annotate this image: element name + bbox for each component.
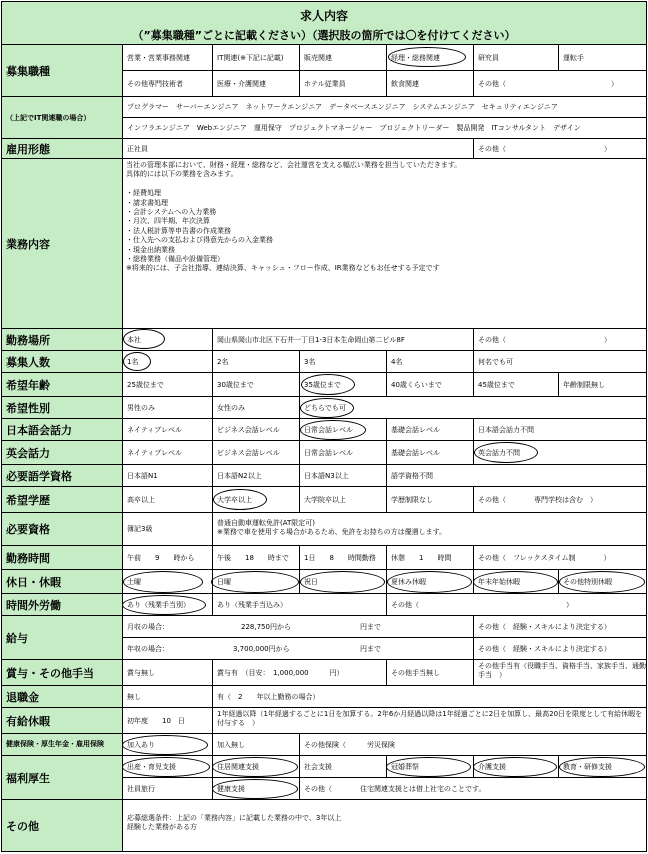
- option-no-bonus[interactable]: 賞与無し: [123, 660, 213, 686]
- option-jp-basic[interactable]: 基礎会話レベル: [387, 419, 474, 441]
- label-insurance: 健康保険・厚生年金・雇用保険: [2, 734, 123, 756]
- hours-end: 午後 18 時まで: [213, 546, 300, 570]
- option-sales[interactable]: 営業・営業事務関連: [123, 45, 213, 71]
- label-employment: 雇用形態: [2, 139, 123, 159]
- label-hours: 勤務時間: [2, 546, 123, 570]
- salary-annual-label: 年収の場合：: [123, 638, 213, 660]
- option-en-business[interactable]: ビジネス会話レベル: [213, 441, 300, 465]
- option-cert-none[interactable]: 語学資格不問: [387, 465, 646, 487]
- option-holiday[interactable]: 祝日: [300, 570, 387, 594]
- option-overtime-included[interactable]: あり（残業手当込み）: [213, 594, 387, 616]
- option-en-daily[interactable]: 日常会話レベル: [300, 441, 387, 465]
- option-bonus[interactable]: 賞与有 （目安： 1,000,000 円）: [213, 660, 387, 686]
- it-roles-line1[interactable]: プログラマー サーバーエンジニア ネットワークエンジニア データベースエンジニア システムエンジニア セキュリティエンジニア: [123, 97, 646, 118]
- option-headquarters[interactable]: 本社: [123, 329, 213, 351]
- option-female[interactable]: 女性のみ: [213, 397, 300, 419]
- label-retirement: 退職金: [2, 686, 123, 708]
- option-job-other[interactable]: その他（ ）: [474, 71, 646, 97]
- option-allowance[interactable]: その他手当有（役職手当、資格手当、家族手当、通勤手当 ）: [474, 660, 646, 686]
- salary-annual-other: その他（ 経験・スキルにより決定する）: [474, 638, 646, 660]
- option-welfare-other[interactable]: その他（ 住宅関連支援とは借上社宅のことです。: [300, 778, 646, 800]
- option-jp-native[interactable]: ネイティブレベル: [123, 419, 213, 441]
- option-en-basic[interactable]: 基礎会話レベル: [387, 441, 474, 465]
- label-location: 勤務場所: [2, 329, 123, 351]
- option-ceremony[interactable]: 冠婚葬祭: [387, 756, 474, 778]
- option-driver[interactable]: 運転手: [559, 45, 646, 71]
- option-special-leave[interactable]: その他特別休暇: [559, 570, 646, 594]
- option-edu-other[interactable]: その他（ 専門学校は含む ）: [474, 487, 646, 513]
- option-graduate[interactable]: 大学院卒以上: [300, 487, 387, 513]
- option-en-native[interactable]: ネイティブレベル: [123, 441, 213, 465]
- option-tech[interactable]: その他専門技術者: [123, 71, 213, 97]
- label-lang-cert: 必要語学資格: [2, 465, 123, 487]
- option-medical[interactable]: 医療・介護関連: [213, 71, 300, 97]
- other-text: 応募総選条件：上記の「業務内容」に記載した業務の中で、3年以上 経験した業務がある方: [127, 814, 342, 831]
- option-childcare[interactable]: 出産・育児支援: [123, 756, 213, 778]
- job-form: [1, 1, 647, 852]
- paid-leave-first-year: 初年度 10 日: [123, 708, 213, 734]
- label-paid-leave: 有給休暇: [2, 708, 123, 734]
- option-retail[interactable]: 販売関連: [300, 45, 387, 71]
- option-age-45[interactable]: 45歳位まで: [474, 373, 559, 397]
- label-salary: 給与: [2, 616, 123, 660]
- option-en-none[interactable]: 英会話力不問: [474, 441, 646, 465]
- option-overtime-separate[interactable]: あり（残業手当別）: [123, 594, 213, 616]
- option-location-other[interactable]: その他（ ）: [474, 329, 646, 351]
- hours-daily: 1日 8 時間勤務: [300, 546, 387, 570]
- label-it-type: （上記でIT関連職の場合）: [2, 97, 123, 139]
- option-jp-business[interactable]: ビジネス会話レベル: [213, 419, 300, 441]
- label-other: その他: [2, 800, 123, 851]
- option-either[interactable]: どちらでも可: [300, 397, 646, 419]
- option-no-retirement[interactable]: 無し: [123, 686, 213, 708]
- paid-leave-after: 1年経過以降（1年経過するごとに1日を加算する。2年6か月経過以降は1年経過ごとに2日を加算し、最高20日を限度として有給休暇を付与する ）: [213, 708, 646, 734]
- option-1[interactable]: 1名: [123, 351, 213, 373]
- option-n1[interactable]: 日本語N1: [123, 465, 213, 487]
- option-4[interactable]: 4名: [387, 351, 474, 373]
- label-duties: 業務内容: [2, 159, 123, 329]
- option-age-40[interactable]: 40歳くらいまで: [387, 373, 474, 397]
- label-gender: 希望性別: [2, 397, 123, 419]
- label-holidays: 休日・休暇: [2, 570, 123, 594]
- option-male[interactable]: 男性のみ: [123, 397, 213, 419]
- form-header: [2, 2, 646, 45]
- page-title: 求人内容: [299, 9, 348, 23]
- option-not-insured[interactable]: 加入無し: [213, 734, 300, 756]
- option-highschool[interactable]: 高卒以上: [123, 487, 213, 513]
- option-age-25[interactable]: 25歳位まで: [123, 373, 213, 397]
- option-researcher[interactable]: 研究員: [474, 45, 559, 71]
- salary-annual-to: 円まで: [300, 638, 474, 660]
- option-3[interactable]: 3名: [300, 351, 387, 373]
- option-education[interactable]: 教育・研修支援: [559, 756, 646, 778]
- option-accounting[interactable]: 経理・総務関連: [387, 45, 474, 71]
- option-edu-none[interactable]: 学歴制限なし: [387, 487, 474, 513]
- option-sunday[interactable]: 日曜: [213, 570, 300, 594]
- option-newyear[interactable]: 年末年始休暇: [474, 570, 559, 594]
- qualification-bookkeeping: 簿記3級: [123, 513, 213, 546]
- label-english: 英会話力: [2, 441, 123, 465]
- option-age-none[interactable]: 年齢制限無し: [559, 373, 646, 397]
- label-headcount: 募集人数: [2, 351, 123, 373]
- option-n3[interactable]: 日本語N3以上: [300, 465, 387, 487]
- label-japanese: 日本語会話力: [2, 419, 123, 441]
- label-job-type: 募集職種: [2, 45, 123, 97]
- page-subtitle: （”募集職種”ごとに記載ください）（選択肢の箇所では〇を付けてください）: [132, 29, 516, 42]
- hours-other: その他（ フレックスタイム制 ）: [474, 546, 646, 570]
- it-roles-line2[interactable]: インフラエンジニア Webエンジニア 運用保守 プロジェクトマネージャー プロジェクトリーダー 製品開発 ITコンサルタント デザイン: [123, 118, 646, 139]
- label-overtime: 時間外労働: [2, 594, 123, 616]
- label-bonus: 賞与・その他手当: [2, 660, 123, 686]
- option-trip[interactable]: 社員旅行: [123, 778, 213, 800]
- salary-monthly-to: 円まで: [300, 616, 474, 638]
- salary-annual-from: 3,700,000円から: [213, 638, 300, 660]
- option-it[interactable]: IT関連(※下記に記載): [213, 45, 300, 71]
- option-summer[interactable]: 夏休み休暇: [387, 570, 474, 594]
- option-health[interactable]: 健康支援: [213, 778, 300, 800]
- option-insurance-other[interactable]: その他保険（ 労災保険: [300, 734, 646, 756]
- salary-monthly-from: 228,750円から: [213, 616, 300, 638]
- option-hotel[interactable]: ホテル従業員: [300, 71, 387, 97]
- salary-monthly-other: その他（ 経験・スキルにより決定する）: [474, 616, 646, 638]
- qualification-license: 普通自動車運転免許(AT限定可) ※業務で車を使用する場合があるため、免許をお持ちの方は優遇します。: [213, 513, 646, 546]
- option-nursing[interactable]: 介護支援: [474, 756, 559, 778]
- option-n2[interactable]: 日本語N2以上: [213, 465, 300, 487]
- option-retirement[interactable]: 有（ 2 年以上勤務の場合）: [213, 686, 646, 708]
- hours-start: 午前 9 時から: [123, 546, 213, 570]
- option-university[interactable]: 大学卒以上: [213, 487, 300, 513]
- option-no-allowance[interactable]: その他手当無し: [387, 660, 474, 686]
- hours-break: 休憩 1 時間: [387, 546, 474, 570]
- option-age-30[interactable]: 30歳位まで: [213, 373, 300, 397]
- option-2[interactable]: 2名: [213, 351, 300, 373]
- option-employment-other[interactable]: その他（ ）: [474, 139, 646, 159]
- option-any-count[interactable]: 何名でも可: [474, 351, 646, 373]
- option-social[interactable]: 社会支援: [300, 756, 387, 778]
- option-saturday[interactable]: 土曜: [123, 570, 213, 594]
- option-age-35[interactable]: 35歳位まで: [300, 373, 387, 397]
- option-jp-none[interactable]: 日本語会話力不問: [474, 419, 646, 441]
- label-qualification: 必要資格: [2, 513, 123, 546]
- label-age: 希望年齢: [2, 373, 123, 397]
- option-fulltime[interactable]: 正社員: [123, 139, 474, 159]
- option-jp-daily[interactable]: 日常会話レベル: [300, 419, 387, 441]
- option-overtime-other[interactable]: その他（ ）: [387, 594, 646, 616]
- label-welfare: 福利厚生: [2, 756, 123, 800]
- label-education: 希望学歴: [2, 487, 123, 513]
- option-insured[interactable]: 加入あり: [123, 734, 213, 756]
- location-address: 岡山県岡山市北区下石井一丁目1-3日本生命岡山第二ビル8F: [213, 329, 474, 351]
- duties-text: 当社の管理本部において、財務・経理・総務など、会社運営を支える幅広い業務を担当していただきます。 具体的には以下の業務を含みます。 ・経費処理 ・請求書処理 ・会計システムへの入力業務 ・月次、四半期、年次決算 ・法人税計算等申告書の作成業務 ・仕入先への支払および得意先からの入金業務 ・現金出納業務 ・総務業務（備品や設備管理） ※将来的には、子会社指導、連結決算、キャッシュ・フロー作成、IR業務などもお任せする予定です: [126, 161, 462, 273]
- option-food[interactable]: 飲食関連: [387, 71, 474, 97]
- option-housing[interactable]: 住居関連支援: [213, 756, 300, 778]
- salary-monthly-label: 月収の場合：: [123, 616, 213, 638]
